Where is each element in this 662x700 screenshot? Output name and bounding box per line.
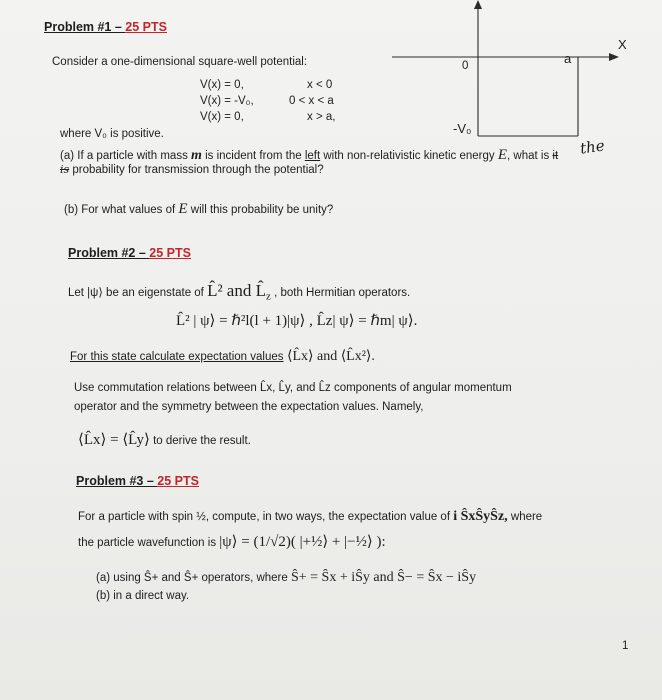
q-a-part-4: , what is [507, 150, 553, 162]
problem-1-question-a [60, 147, 558, 164]
potential-row-3-cond: x > a, [307, 111, 336, 123]
graph-x-arrow-icon [609, 53, 619, 61]
p3-line-1-end: where [507, 511, 543, 523]
potential-row-2-v: V(x) = -V₀, [200, 95, 254, 107]
handwritten-the: the [578, 136, 606, 158]
p2-line-1-end: , both Hermitian operators. [270, 287, 411, 299]
graph-zero-label: 0 [462, 60, 469, 72]
problem-2-heading-text: Problem #2 – [68, 246, 150, 260]
potential-row-1-cond: x < 0 [307, 79, 333, 91]
graph-v0-label: -V₀ [453, 121, 472, 136]
q-a-part-3: with non-relativistic kinetic energy [320, 150, 498, 162]
q-a-line-2-text: probability for transmission through the potential? [69, 164, 324, 176]
problem-2-use-line-2: operator and the symmetry between the expectation values. Namely, [74, 401, 424, 413]
problem-2-use-line-1: Use commutation relations between L̂x, L̂y, and L̂z components of angular momentum [74, 382, 512, 394]
potential-row-1-v: V(x) = 0, [200, 79, 244, 91]
p3-line-2-start: the particle wavefunction is [78, 537, 220, 549]
p3-ladder-definition: Ŝ+ = Ŝx + iŜy and Ŝ− = Ŝx − iŜy [290, 570, 477, 585]
potential-row-2-cond: 0 < x < a [289, 95, 334, 107]
p2-calc-values: ⟨L̂x⟩ and ⟨L̂x²⟩. [283, 349, 375, 364]
q-b-part-1: (b) For what values of [64, 204, 179, 216]
p2-symmetry-rest: to derive the result. [149, 435, 251, 447]
q-a-mass: m [191, 148, 202, 163]
problem-3-heading-text: Problem #3 – [76, 474, 158, 488]
problem-2-calc-line [70, 348, 375, 365]
page-number: 1 [622, 640, 629, 652]
problem-3-part-b: (b) in a direct way. [96, 590, 190, 602]
problem-3-part-a [96, 570, 476, 586]
problem-3-heading [76, 474, 199, 488]
problem-3-line-2 [78, 532, 386, 551]
p3-part-a-text: (a) using Ŝ+ and Ŝ+ operators, where [96, 572, 291, 584]
p2-line-1-start: Let |ψ⟩ be an eigenstate of [68, 287, 208, 299]
graph-x-label: X [618, 37, 627, 52]
problem-3-line-1 [78, 509, 542, 525]
graph-a-label: a [564, 51, 572, 66]
problem-2-line-1 [68, 281, 410, 302]
p3-operator-product: i ŜxŜyŜz, [453, 509, 508, 524]
p2-calc-underlined: For this state calculate expectation values [70, 351, 284, 363]
q-b-energy: E [178, 201, 188, 217]
problem-1-heading-text: Problem #1 – [44, 20, 126, 34]
problem-1-question-b [64, 201, 333, 218]
p3-wavefunction: |ψ⟩ = (1/√2)( |+½⟩ + |−½⟩ ): [219, 534, 386, 550]
p3-line-1-start: For a particle with spin ½, compute, in two ways, the expectation value of [78, 511, 454, 523]
p2-operators: L̂² and L̂ [207, 281, 266, 300]
p2-symmetry-equation: ⟨L̂x⟩ = ⟨L̂y⟩ [78, 432, 150, 448]
q-b-part-2: will this probability be unity? [187, 204, 334, 216]
problem-2-heading [68, 246, 191, 260]
handwritten-is: is [60, 163, 70, 176]
problem-2-points: 25 PTS [149, 246, 191, 260]
p2-subscript-z: z [266, 290, 271, 303]
graph-y-arrow-icon [474, 0, 482, 9]
potential-row-3-v: V(x) = 0, [200, 111, 244, 123]
problem-1-question-a-line-2 [60, 163, 324, 176]
problem-2-symmetry-line [78, 430, 251, 449]
q-a-energy: E [497, 147, 508, 163]
problem-1-points: 25 PTS [125, 20, 167, 34]
q-a-struck-it: it [552, 150, 559, 162]
q-a-left: left [304, 150, 321, 162]
problem-1-intro: Consider a one-dimensional square-well potential: [52, 56, 308, 68]
q-a-part-2: is incident from the [201, 150, 305, 162]
q-a-part-1: (a) If a particle with mass [60, 150, 192, 162]
problem-3-points: 25 PTS [157, 474, 199, 488]
problem-2-eigen-equation: L̂² | ψ⟩ = ℏ²l(l + 1)|ψ⟩ , L̂z| ψ⟩ = ℏm| ψ⟩. [176, 313, 418, 329]
problem-1-where: where V₀ is positive. [60, 128, 164, 140]
